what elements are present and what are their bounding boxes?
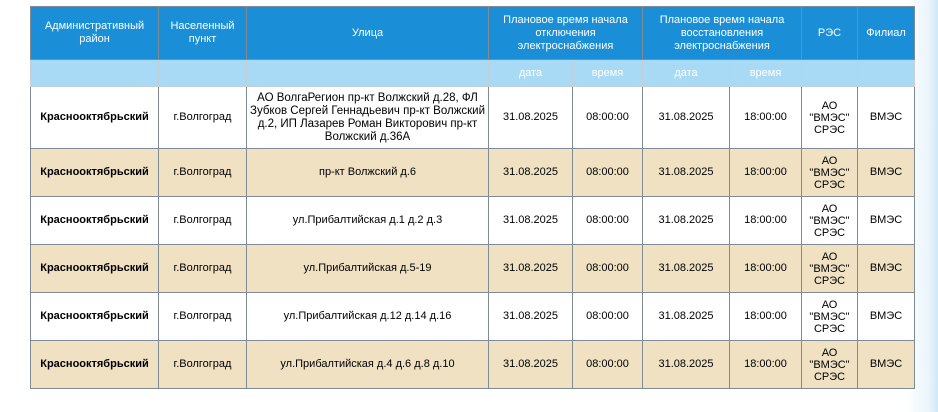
table-row	[31, 293, 915, 341]
header-res: РЭС	[802, 7, 858, 60]
cell-restore-date: 31.08.2025	[643, 341, 730, 389]
table-row	[31, 197, 915, 245]
header-restore-start: Плановое время начала восстановления электроснабжения	[643, 7, 802, 60]
cell-off-time: 08:00:00	[573, 293, 643, 341]
cell-district: Краснооктябрьский	[31, 245, 159, 293]
cell-district: Краснооктябрьский	[31, 293, 159, 341]
header-district: Административный район	[31, 7, 159, 60]
table-row	[31, 245, 915, 293]
cell-district: Краснооктябрьский	[31, 87, 159, 149]
cell-off-time: 08:00:00	[573, 245, 643, 293]
cell-res: АО "ВМЭС" СРЭС	[802, 87, 858, 149]
cell-district: Краснооктябрьский	[31, 149, 159, 197]
cell-res: АО "ВМЭС" СРЭС	[802, 149, 858, 197]
cell-restore-date: 31.08.2025	[643, 149, 730, 197]
cell-res: АО "ВМЭС" СРЭС	[802, 341, 858, 389]
table-row	[31, 87, 915, 149]
cell-street: ул.Прибалтийская д.5-19	[247, 245, 489, 293]
subheader-empty	[159, 60, 247, 87]
cell-off-date: 31.08.2025	[489, 149, 573, 197]
cell-locality: г.Волгоград	[159, 149, 247, 197]
page-scroll-edge	[912, 0, 938, 412]
cell-locality: г.Волгоград	[159, 341, 247, 389]
cell-off-date: 31.08.2025	[489, 87, 573, 149]
cell-off-time: 08:00:00	[573, 341, 643, 389]
subheader-off-time: время	[573, 60, 643, 87]
subheader-empty	[31, 60, 159, 87]
cell-restore-time: 18:00:00	[730, 293, 802, 341]
cell-off-date: 31.08.2025	[489, 245, 573, 293]
cell-locality: г.Волгоград	[159, 293, 247, 341]
cell-restore-date: 31.08.2025	[643, 87, 730, 149]
cell-locality: г.Волгоград	[159, 245, 247, 293]
cell-restore-time: 18:00:00	[730, 87, 802, 149]
subheader-restore-time: время	[730, 60, 802, 87]
cell-restore-date: 31.08.2025	[643, 293, 730, 341]
subheader-empty	[247, 60, 489, 87]
cell-res: АО "ВМЭС" СРЭС	[802, 245, 858, 293]
cell-branch: ВМЭС	[858, 245, 915, 293]
cell-off-time: 08:00:00	[573, 197, 643, 245]
cell-district: Краснооктябрьский	[31, 197, 159, 245]
subheader-off-date: дата	[489, 60, 573, 87]
cell-branch: ВМЭС	[858, 87, 915, 149]
cell-street: АО ВолгаРегион пр-кт Волжский д.28, ФЛ Зубков Сергей Геннадьевич пр-кт Волжский д.2, ИП Лазарев Роман Викторович пр-кт Волжский д.36А	[247, 87, 489, 149]
cell-off-time: 08:00:00	[573, 87, 643, 149]
header-locality: Населенный пункт	[159, 7, 247, 60]
cell-street: ул.Прибалтийская д.4 д.6 д.8 д.10	[247, 341, 489, 389]
outage-table-container	[30, 6, 914, 389]
cell-street: ул.Прибалтийская д.1 д.2 д.3	[247, 197, 489, 245]
cell-off-time: 08:00:00	[573, 149, 643, 197]
cell-restore-time: 18:00:00	[730, 197, 802, 245]
header-branch: Филиал	[858, 7, 915, 60]
cell-branch: ВМЭС	[858, 293, 915, 341]
cell-locality: г.Волгоград	[159, 87, 247, 149]
cell-res: АО "ВМЭС" СРЭС	[802, 197, 858, 245]
cell-off-date: 31.08.2025	[489, 197, 573, 245]
cell-street: ул.Прибалтийская д.12 д.14 д.16	[247, 293, 489, 341]
cell-off-date: 31.08.2025	[489, 293, 573, 341]
cell-street: пр-кт Волжский д.6	[247, 149, 489, 197]
subheader-empty	[802, 60, 858, 87]
cell-branch: ВМЭС	[858, 341, 915, 389]
header-off-start: Плановое время начала отключения электроснабжения	[489, 7, 643, 60]
cell-restore-time: 18:00:00	[730, 341, 802, 389]
cell-restore-date: 31.08.2025	[643, 197, 730, 245]
subheader-restore-date: дата	[643, 60, 730, 87]
cell-restore-date: 31.08.2025	[643, 245, 730, 293]
header-street: Улица	[247, 7, 489, 60]
cell-district: Краснооктябрьский	[31, 341, 159, 389]
header-row	[31, 7, 915, 60]
table-row	[31, 149, 915, 197]
cell-res: АО "ВМЭС" СРЭС	[802, 293, 858, 341]
cell-off-date: 31.08.2025	[489, 341, 573, 389]
cell-branch: ВМЭС	[858, 197, 915, 245]
cell-locality: г.Волгоград	[159, 197, 247, 245]
cell-restore-time: 18:00:00	[730, 149, 802, 197]
cell-restore-time: 18:00:00	[730, 245, 802, 293]
table-row	[31, 341, 915, 389]
subheader-empty	[858, 60, 915, 87]
outage-table	[30, 6, 915, 389]
subheader-row	[31, 60, 915, 87]
cell-branch: ВМЭС	[858, 149, 915, 197]
